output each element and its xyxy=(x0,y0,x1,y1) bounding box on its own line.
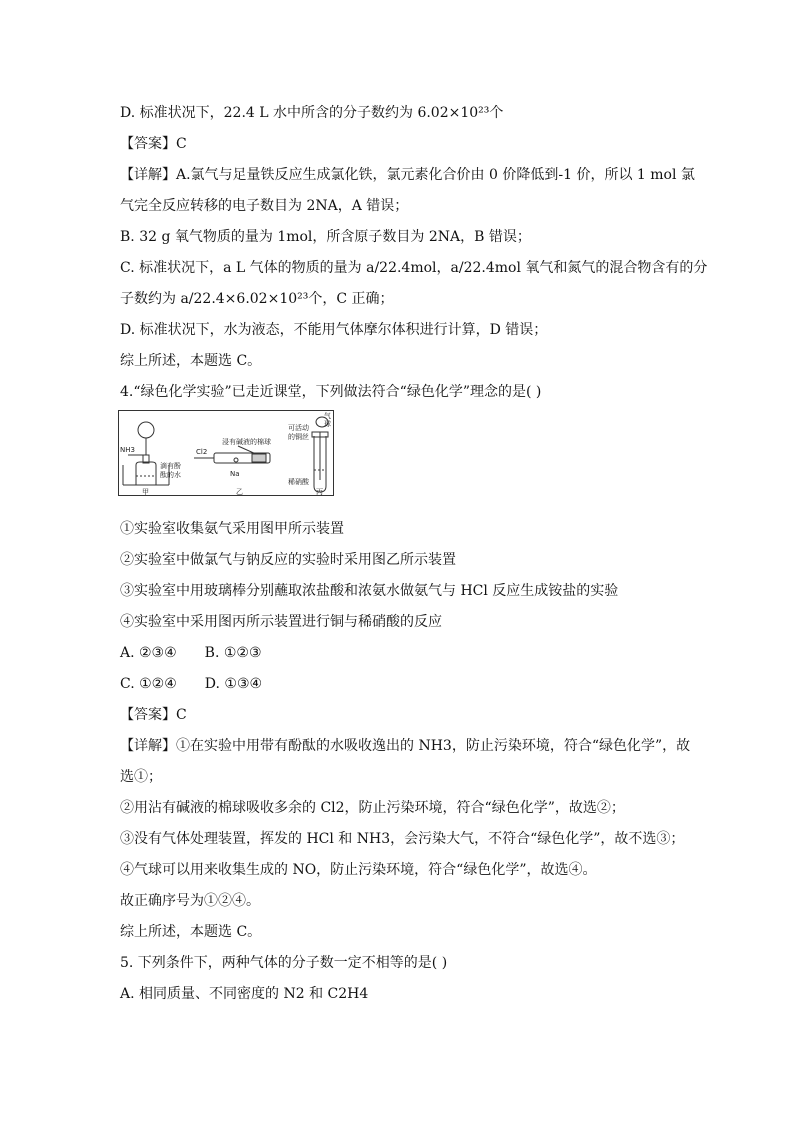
q4-summary: 综上所述，本题选 C。 xyxy=(120,924,262,940)
q3-detail: B. 32 g 氧气物质的量为 1mol，所含原子数目为 2NA，B 错误； xyxy=(120,229,531,245)
q4-conclusion: 故正确序号为①②④。 xyxy=(120,893,260,909)
caption-bing: 丙 xyxy=(316,488,323,496)
q3-answer: 【答案】C xyxy=(120,136,187,152)
q3-summary: 综上所述，本题选 C。 xyxy=(120,353,262,369)
q4-option-d: D. ①③④ xyxy=(204,676,263,692)
q4-item-3: ③实验室中用玻璃棒分别蘸取浓盐酸和浓氨水做氨气与 HCl 反应生成铵盐的实验 xyxy=(120,583,619,599)
label-nh3: NH3 xyxy=(120,446,135,454)
label-copper-2: 的铜丝 xyxy=(288,433,309,441)
q3-detail: D. 标准状况下，水为液态，不能用气体摩尔体积进行计算，D 错误； xyxy=(120,322,548,338)
q3-option-d: D. 标准状况下，22.4 L 水中所含的分子数约为 6.02×10²³个 xyxy=(120,105,504,121)
q3-detail: 气完全反应转移的电子数目为 2NA，A 错误； xyxy=(120,198,409,214)
label-na: Na xyxy=(230,470,240,478)
apparatus-bing xyxy=(312,417,328,492)
q4-item-4: ④实验室中采用图丙所示装置进行铜与稀硝酸的反应 xyxy=(120,614,442,630)
q3-detail: 【详解】A.氯气与足量铁反应生成氯化铁，氯元素化合价由 0 价降低到-1 价，所以 1 mol 氯 xyxy=(120,167,695,183)
q4-item-2: ②实验室中做氯气与钠反应的实验时采用图乙所示装置 xyxy=(120,552,456,568)
q4-item-1: ①实验室收集氨气采用图甲所示装置 xyxy=(120,521,344,537)
caption-jia: 甲 xyxy=(142,488,149,496)
q4-options-ab xyxy=(120,644,262,662)
q4-option-c: C. ①②④ xyxy=(120,676,177,692)
label-copper-1: 可活动 xyxy=(288,424,309,432)
q3-detail: 子数约为 a/22.4×6.02×10²³个，C 正确； xyxy=(120,291,394,307)
label-cl2: Cl2 xyxy=(196,448,208,456)
label-phenol-2: 酞的水 xyxy=(160,471,181,479)
q5-option-a: A. 相同质量、不同密度的 N2 和 C2H4 xyxy=(120,986,369,1002)
q3-detail: C. 标准状况下，a L 气体的物质的量为 a/22.4mol，a/22.4mol 氧气和氮气的混合物含有的分 xyxy=(120,260,708,276)
label-balloon-1: 气 xyxy=(324,412,331,420)
q4-option-a: A. ②③④ xyxy=(120,645,177,661)
label-balloon-2: 球 xyxy=(324,420,331,428)
caption-yi: 乙 xyxy=(236,488,243,496)
q4-apparatus-figure xyxy=(118,410,334,510)
q4-options-cd xyxy=(120,675,262,693)
q4-detail: 选①； xyxy=(120,769,162,785)
q4-stem: 4.“绿色化学实验”已走近课堂，下列做法符合“绿色化学”理念的是( ) xyxy=(120,384,542,400)
q5-stem: 5. 下列条件下，两种气体的分子数一定不相等的是( ) xyxy=(120,955,448,971)
q4-detail: ②用沾有碱液的棉球吸收多余的 Cl2，防止污染环境，符合“绿色化学”，故选②； xyxy=(120,800,625,816)
label-phenol-1: 滴有酚 xyxy=(160,462,181,470)
q4-option-b: B. ①②③ xyxy=(204,645,262,661)
q4-answer: 【答案】C xyxy=(120,707,187,723)
label-acid: 稀硝酸 xyxy=(288,478,309,486)
q4-detail: 【详解】①在实验中用带有酚酞的水吸收逸出的 NH3，防止污染环境，符合“绿色化学”，故 xyxy=(120,738,691,754)
label-cotton: 浸有碱液的棉球 xyxy=(222,438,271,446)
q4-detail: ③没有气体处理装置，挥发的 HCl 和 NH3，会污染大气，不符合“绿色化学”，故不选③； xyxy=(120,831,685,847)
q4-detail: ④气球可以用来收集生成的 NO，防止污染环境，符合“绿色化学”，故选④。 xyxy=(120,862,597,878)
